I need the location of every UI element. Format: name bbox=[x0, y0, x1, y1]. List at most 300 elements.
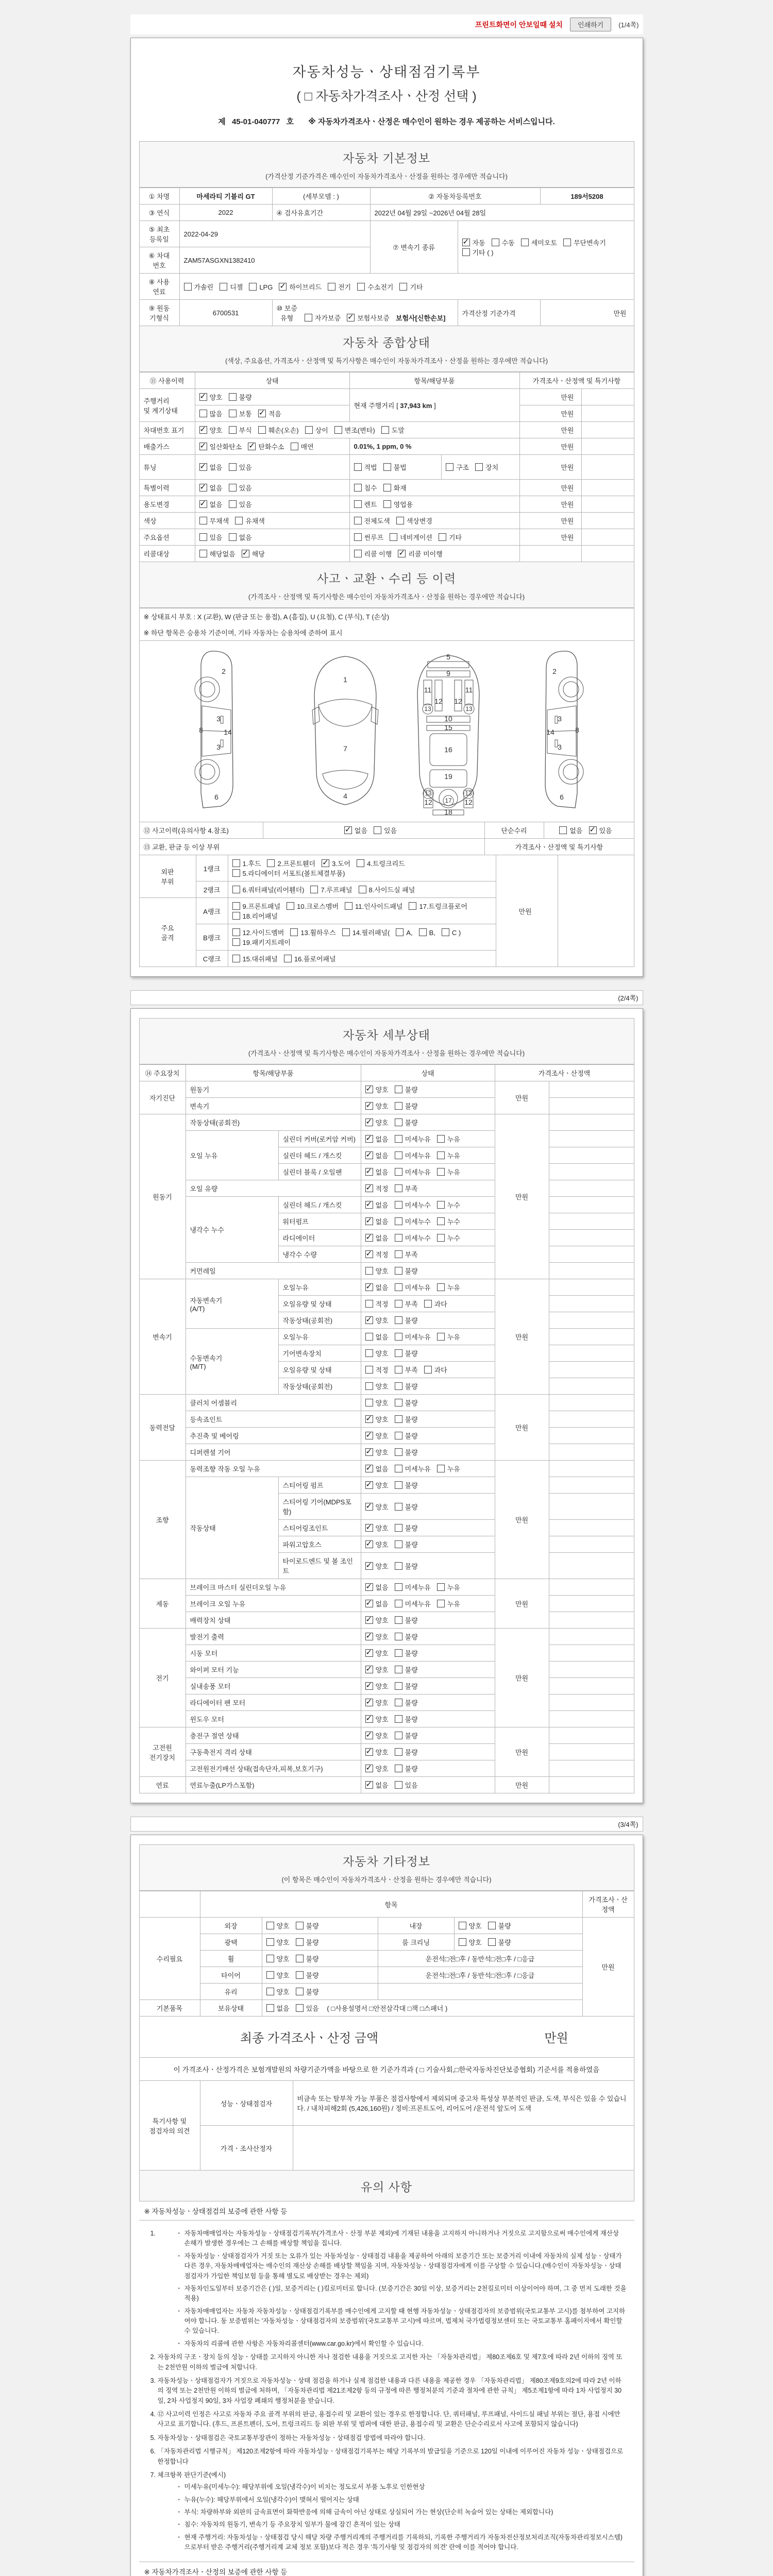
checkbox-option: ✓ 리콜 미이행 bbox=[398, 549, 442, 558]
checkbox-option: 불량 bbox=[395, 1681, 418, 1691]
sub-item-label: 오일유량 및 상태 bbox=[278, 1296, 361, 1312]
checkbox-option: A, bbox=[396, 928, 412, 937]
svg-text:13: 13 bbox=[425, 790, 432, 797]
price-note-cell bbox=[581, 480, 634, 496]
checkbox-icon bbox=[199, 393, 207, 401]
accident-check-table bbox=[139, 822, 634, 855]
checkbox-option: 7.루프패널 bbox=[310, 885, 352, 894]
col-device: ⑭ 주요장치 bbox=[139, 1065, 186, 1081]
price-note-cell bbox=[581, 496, 634, 513]
checkbox-icon bbox=[395, 1382, 402, 1390]
notice-item: 5. 자동차성능ㆍ상태점검은 국토교통부장관이 정하는 자동차성능ㆍ상태점검 방법에 따라야 합니다. bbox=[158, 2433, 627, 2443]
final-price-unit: 만원 bbox=[544, 2031, 568, 2045]
checkbox-icon bbox=[354, 463, 362, 471]
checkbox-option: ✓ 하이브리드 bbox=[279, 282, 322, 292]
col-use-history: ⑪ 사용이력 bbox=[139, 372, 195, 389]
notice-item: 6. 「자동차관리법 시행규칙」 제120조제2항에 따라 자동차성능ㆍ상태점검기록부는 해당 기록부의 발급일을 기준으로 120일 이내에 이루어진 자동차 성능ㆍ상태점검으로 한정합니다 bbox=[158, 2447, 627, 2467]
checkbox-icon bbox=[395, 1432, 402, 1439]
car-name: 마세라티 기블리 GT bbox=[179, 188, 272, 205]
vin-state bbox=[195, 422, 519, 438]
checkbox-icon bbox=[439, 533, 446, 541]
recall-price bbox=[519, 546, 581, 562]
checkbox-icon bbox=[475, 463, 483, 471]
checkbox-icon bbox=[395, 1481, 402, 1489]
price-note bbox=[549, 1477, 634, 1494]
checkbox-option: 불량 bbox=[395, 1502, 418, 1512]
checkbox-option: 있음 bbox=[296, 2003, 319, 2013]
checkbox-icon bbox=[365, 1732, 373, 1739]
price-note bbox=[549, 1760, 634, 1777]
sub-item-label: 실린더 헤드 / 개스킷 bbox=[278, 1147, 361, 1164]
checkbox-option: 불량 bbox=[395, 1480, 418, 1490]
checkbox-option: 불량 bbox=[395, 1539, 418, 1549]
checkbox-icon bbox=[305, 314, 312, 321]
checkbox-icon bbox=[396, 928, 404, 936]
item-label: 배력장치 상태 bbox=[186, 1612, 361, 1629]
checkbox-option: LPG bbox=[249, 283, 273, 291]
checkbox-icon bbox=[296, 1988, 304, 1995]
sub-item-label: 스티어링 펌프 bbox=[278, 1477, 361, 1494]
trans-options bbox=[458, 221, 634, 274]
page-3 bbox=[130, 1835, 643, 2576]
accident-history-block bbox=[139, 608, 634, 967]
checkbox-icon bbox=[437, 1600, 445, 1607]
accident-history-opts bbox=[263, 822, 484, 839]
checkbox-icon bbox=[395, 1666, 402, 1673]
item-state bbox=[361, 1579, 495, 1596]
checkbox-option: 미세누유 bbox=[395, 1464, 431, 1473]
checkbox-option: 수동 bbox=[492, 238, 515, 247]
price-note bbox=[549, 1596, 634, 1612]
checkbox-icon bbox=[395, 1333, 402, 1341]
item-parent-label: 자동변속기 (A/T) bbox=[186, 1279, 278, 1329]
checkbox-option: ✓ 없음 bbox=[199, 499, 223, 509]
checkbox-icon bbox=[229, 533, 237, 541]
item-state bbox=[361, 1629, 495, 1645]
price-note bbox=[549, 1197, 634, 1213]
item-parent-label: 오일 누유 bbox=[186, 1131, 278, 1180]
checkbox-option: 양호 bbox=[266, 1987, 290, 1996]
checkbox-icon bbox=[383, 500, 391, 508]
sub-item-label: 작동상태(공회전) bbox=[278, 1312, 361, 1329]
section-accident-title: 사고ㆍ교환ㆍ수리 등 이력 bbox=[316, 572, 457, 585]
checkbox-icon bbox=[365, 1448, 373, 1456]
price-unit-cell: 만원 bbox=[519, 480, 581, 496]
col-price: 가격조사ㆍ산정액 및 특기사항 bbox=[519, 372, 634, 389]
checkbox-option: ✓ 양호 bbox=[365, 1681, 389, 1691]
checkbox-option: ✓ 없음 bbox=[344, 825, 367, 835]
group-price: 만원 bbox=[495, 1629, 549, 1727]
checkbox-option: ✓양호 bbox=[365, 1502, 389, 1512]
price-note bbox=[549, 1131, 634, 1147]
checkbox-icon bbox=[395, 1503, 402, 1511]
etc-item2-label: 룸 크리닝 bbox=[378, 1934, 454, 1951]
group-price: 만원 bbox=[495, 1114, 549, 1279]
item-label: 와이퍼 모터 기능 bbox=[186, 1662, 361, 1678]
doc-no-prefix: 제 bbox=[218, 117, 226, 126]
checkbox-option: 해당없음 bbox=[199, 549, 236, 558]
row-special-label: 특별이력 bbox=[139, 480, 195, 496]
svg-text:12: 12 bbox=[454, 697, 462, 705]
checkbox-icon bbox=[290, 928, 298, 936]
checkbox-option: 양호 bbox=[365, 1398, 389, 1408]
row-vin-label: 차대번호 표기 bbox=[139, 422, 195, 438]
price-note bbox=[549, 1536, 634, 1553]
page-indicator-2: (2/4쪽) bbox=[130, 990, 643, 1005]
checkbox-icon bbox=[395, 1349, 402, 1357]
checkbox-icon bbox=[248, 443, 256, 450]
section-overall-header bbox=[139, 326, 634, 372]
checkbox-icon bbox=[365, 1366, 373, 1374]
opinion bbox=[139, 2080, 634, 2171]
sub-item-label: 실린더 블록 / 오일팬 bbox=[278, 1164, 361, 1180]
svg-text:11: 11 bbox=[465, 686, 473, 694]
section-basic-title: 자동차 기본정보 bbox=[343, 151, 430, 165]
price-note bbox=[549, 1727, 634, 1744]
checkbox-option: 디젤 bbox=[220, 282, 243, 292]
price-note bbox=[549, 1230, 634, 1246]
corner-cell bbox=[139, 1891, 200, 1918]
price-note bbox=[549, 1520, 634, 1536]
checkbox-option: 불량 bbox=[395, 1117, 418, 1127]
checkbox-icon bbox=[199, 500, 207, 508]
checkbox-option: ✓ 없음 bbox=[365, 1780, 389, 1790]
etc-item2-opts bbox=[454, 1918, 582, 1934]
checkbox-option: 9.프론트패널 bbox=[232, 901, 281, 911]
svg-text:12: 12 bbox=[424, 798, 432, 806]
svg-text:5: 5 bbox=[446, 653, 450, 661]
checkbox-icon bbox=[395, 1583, 402, 1591]
checkbox-option: ✓ 없음 bbox=[365, 1282, 389, 1292]
checkbox-option: 불량 bbox=[395, 1398, 418, 1408]
checkbox-icon bbox=[296, 1938, 304, 1946]
checkbox-icon bbox=[232, 912, 240, 920]
checkbox-option: 기타 ( ) bbox=[462, 247, 494, 257]
checkbox-option: 누수 bbox=[437, 1200, 460, 1210]
checkbox-option: ✓ 탄화수소 bbox=[248, 442, 284, 451]
checkbox-icon bbox=[258, 410, 266, 417]
item-state bbox=[361, 1329, 495, 1345]
sub-item-label: 냉각수 수량 bbox=[278, 1246, 361, 1263]
checkbox-option: ✓ 없음 bbox=[365, 1464, 389, 1473]
overall-status bbox=[139, 372, 634, 562]
item-state bbox=[361, 1345, 495, 1362]
page-1 bbox=[130, 38, 643, 977]
checkbox-icon bbox=[395, 1600, 402, 1607]
checkbox-icon bbox=[395, 1184, 402, 1192]
checkbox-option: 불량 bbox=[395, 1523, 418, 1533]
price-note bbox=[549, 1629, 634, 1645]
checkbox-icon bbox=[199, 550, 207, 557]
checkbox-icon bbox=[279, 283, 287, 291]
checkbox-icon bbox=[395, 1250, 402, 1258]
checkbox-icon bbox=[199, 410, 207, 417]
checkbox-option: 미세누유 bbox=[395, 1332, 431, 1342]
checkbox-option: 16.플로어패널 bbox=[284, 954, 336, 963]
etc-info-table bbox=[139, 1891, 634, 2016]
checkbox-icon bbox=[492, 239, 499, 246]
checkbox-option: 8.사이드실 패널 bbox=[359, 885, 415, 894]
device-group-label: 자기진단 bbox=[139, 1081, 186, 1114]
checkbox-option: 불량 bbox=[296, 1921, 319, 1930]
checkbox-icon bbox=[365, 1748, 373, 1756]
checkbox-option: ✓ 3.도어 bbox=[322, 858, 350, 868]
checkbox-option: ✓ 양호 bbox=[365, 1117, 389, 1127]
checkbox-icon bbox=[395, 1366, 402, 1374]
base-price-label: 가격산정 기준가격 bbox=[458, 300, 540, 326]
svg-text:8: 8 bbox=[199, 726, 203, 734]
checkbox-option: 불량 bbox=[395, 1665, 418, 1674]
device-group-label: 연료 bbox=[139, 1777, 186, 1793]
price-note-cell bbox=[581, 513, 634, 529]
checkbox-option: 색상변경 bbox=[396, 516, 432, 526]
checkbox-option: 불량 bbox=[395, 1747, 418, 1757]
checkbox-option: 썬루프 bbox=[354, 532, 384, 542]
rankB-opts bbox=[228, 924, 496, 951]
doc-number-line bbox=[139, 116, 634, 127]
vehicle-diagram bbox=[155, 644, 618, 817]
doc-no: 45-01-040777 bbox=[231, 117, 280, 126]
checkbox-option: 부족 bbox=[395, 1183, 418, 1193]
item-label: 브레이크 마스터 실린더오일 누유 bbox=[186, 1579, 361, 1596]
checkbox-option: 매연 bbox=[291, 442, 314, 451]
checkbox-option: 불량 bbox=[395, 1381, 418, 1391]
checkbox-icon bbox=[589, 826, 597, 834]
appraiser-opinion bbox=[293, 2126, 634, 2171]
checkbox-option: ✓ 없음 bbox=[365, 1599, 389, 1608]
checkbox-icon bbox=[365, 1102, 373, 1110]
price-note bbox=[549, 1444, 634, 1461]
checkbox-icon bbox=[459, 1938, 466, 1946]
checkbox-icon bbox=[365, 1415, 373, 1423]
checkbox-option: 자가보증 bbox=[305, 313, 341, 323]
checkbox-option: ✓양호 bbox=[365, 1561, 389, 1571]
checkbox-option: 누유 bbox=[437, 1599, 460, 1608]
etc-item-opts bbox=[262, 1934, 378, 1951]
col-etc-item: 항목 bbox=[200, 1891, 582, 1918]
checkbox-icon bbox=[199, 426, 207, 434]
price-note bbox=[549, 1362, 634, 1378]
first-reg: 2022-04-29 bbox=[179, 221, 370, 247]
simple-repair-opts bbox=[544, 822, 634, 839]
svg-text:19: 19 bbox=[444, 772, 452, 781]
basic-items-label: 기본품목 bbox=[139, 2000, 200, 2016]
device-group-label: 전기 bbox=[139, 1629, 186, 1727]
rank-price: 만원 bbox=[496, 855, 558, 967]
group-price: 만원 bbox=[495, 1461, 549, 1579]
svg-text:10: 10 bbox=[444, 715, 452, 723]
checkbox-option: 누유 bbox=[437, 1464, 460, 1473]
checkbox-icon bbox=[390, 533, 397, 541]
checkbox-option: ✓ 양호 bbox=[365, 1539, 389, 1549]
item-state bbox=[361, 1645, 495, 1662]
checkbox-option: ✓ 일산화탄소 bbox=[199, 442, 242, 451]
mileage-state-1 bbox=[195, 389, 349, 405]
item-parent-label: 작동상태 bbox=[186, 1477, 278, 1579]
checkbox-icon bbox=[347, 314, 355, 321]
frame-label: 주요 골격 bbox=[139, 898, 196, 967]
checkbox-option: 기타 bbox=[439, 532, 462, 542]
checkbox-option: 미세누유 bbox=[395, 1599, 431, 1608]
checkbox-icon bbox=[521, 239, 529, 246]
accident-history-label: ⑫ 사고이력(유의사항 4.참조) bbox=[139, 822, 263, 839]
checkbox-icon bbox=[396, 517, 404, 524]
checkbox-icon bbox=[365, 1481, 373, 1489]
etc-item-label: 유리 bbox=[200, 1984, 262, 2000]
checkbox-option: 불량 bbox=[395, 1698, 418, 1707]
item-state bbox=[361, 1147, 495, 1164]
checkbox-icon bbox=[266, 1988, 274, 1995]
engine-value: 6700531 bbox=[179, 300, 272, 326]
item-state bbox=[361, 1411, 495, 1428]
item-state bbox=[361, 1378, 495, 1395]
checkbox-icon bbox=[229, 426, 237, 434]
svg-text:3: 3 bbox=[558, 715, 562, 723]
svg-text:9: 9 bbox=[446, 669, 450, 677]
checkbox-option: 불량 bbox=[296, 1954, 319, 1963]
item-state bbox=[361, 1263, 495, 1279]
rank1-label: 1랭크 bbox=[196, 855, 228, 882]
checkbox-icon bbox=[342, 928, 350, 936]
item-parent-label: 냉각수 누수 bbox=[186, 1197, 278, 1263]
checkbox-option: ✓ 없음 bbox=[365, 1233, 389, 1243]
base-line: ※ 하단 항목은 승용차 기준이며, 기타 자동차는 승용차에 준하여 표시 bbox=[139, 624, 634, 641]
checkbox-option: 양호 bbox=[365, 1266, 389, 1276]
checkbox-option: 없음 bbox=[365, 1332, 389, 1342]
checkbox-option: ✓ 없음 bbox=[199, 462, 223, 472]
page-2 bbox=[130, 1008, 643, 1803]
detail-status bbox=[139, 1064, 634, 1793]
checkbox-icon bbox=[365, 1135, 373, 1143]
svg-text:3: 3 bbox=[558, 743, 562, 751]
checkbox-option: 불량 bbox=[395, 1561, 418, 1571]
checkbox-icon bbox=[365, 1682, 373, 1690]
checkbox-option: 누유 bbox=[437, 1167, 460, 1177]
checkbox-icon bbox=[357, 859, 364, 867]
checkbox-icon bbox=[365, 1184, 373, 1192]
repair-group-label: 수리필요 bbox=[139, 1918, 200, 2000]
vin-value: ZAM57ASGXN1382410 bbox=[179, 247, 370, 274]
col-etc-price: 가격조사ㆍ산 정액 bbox=[582, 1891, 634, 1918]
item-label: 추진축 및 베어링 bbox=[186, 1428, 361, 1444]
price-unit-cell: 만원 bbox=[519, 529, 581, 546]
sub-item-label: 워터펌프 bbox=[278, 1213, 361, 1230]
price-note bbox=[549, 1246, 634, 1263]
checkbox-icon bbox=[365, 1283, 373, 1291]
option-state bbox=[195, 529, 349, 546]
checkbox-option: 불량 bbox=[395, 1714, 418, 1724]
group-price: 만원 bbox=[495, 1777, 549, 1793]
svg-text:12: 12 bbox=[434, 697, 443, 705]
etc-item-opts bbox=[262, 1951, 378, 1967]
price-note bbox=[549, 1081, 634, 1098]
checkbox-icon bbox=[395, 1524, 402, 1532]
checkbox-option: 부식 bbox=[229, 425, 252, 435]
checkbox-option: 있음 bbox=[374, 825, 397, 835]
checkbox-icon bbox=[395, 1448, 402, 1456]
checkbox-icon bbox=[359, 886, 366, 893]
checkbox-icon bbox=[365, 1649, 373, 1657]
item-parent-label: 수동변속기 (M/T) bbox=[186, 1329, 278, 1395]
price-note bbox=[549, 1180, 634, 1197]
checkbox-icon bbox=[383, 484, 391, 492]
accident-table bbox=[139, 608, 634, 822]
checkbox-icon bbox=[229, 500, 237, 508]
checkbox-option: ✓ 양호 bbox=[365, 1615, 389, 1625]
section-detail-title: 자동차 세부상태 bbox=[343, 1028, 430, 1042]
checkbox-icon bbox=[437, 1234, 445, 1242]
checkbox-icon bbox=[220, 283, 227, 291]
checkbox-option: ✓ 적음 bbox=[258, 409, 281, 418]
exchange-label: ⑬ 교환, 판금 등 이상 부위 bbox=[139, 839, 484, 855]
checkbox-icon bbox=[395, 1217, 402, 1225]
checkbox-option: 과다 bbox=[424, 1365, 447, 1375]
checkbox-icon bbox=[310, 886, 318, 893]
item-label: 발전기 출력 bbox=[186, 1629, 361, 1645]
checkbox-option: 11.인사이드패널 bbox=[345, 901, 402, 911]
special-state bbox=[195, 480, 349, 496]
item-state bbox=[361, 1744, 495, 1760]
checkbox-icon bbox=[383, 463, 391, 471]
checkbox-option: 미세누수 bbox=[395, 1200, 431, 1210]
checkbox-icon bbox=[232, 902, 240, 910]
checkbox-icon bbox=[442, 928, 449, 936]
notice-bullet: · 침수: 자동차의 원동기, 변속기 등 주요장치 일부가 물에 잠긴 흔적이 있는 상태 bbox=[178, 2520, 627, 2530]
checkbox-icon bbox=[395, 1732, 402, 1739]
checkbox-icon bbox=[395, 1715, 402, 1723]
row-tuning-label: 튜닝 bbox=[139, 455, 195, 480]
checkbox-option: 4.트렁크리드 bbox=[357, 858, 405, 868]
checkbox-option: ✓ 있음 bbox=[589, 825, 612, 835]
group-price: 만원 bbox=[495, 1395, 549, 1461]
checkbox-icon bbox=[365, 1600, 373, 1607]
checkbox-icon bbox=[365, 1781, 373, 1789]
price-note bbox=[549, 1098, 634, 1114]
checkbox-icon bbox=[437, 1168, 445, 1176]
checkbox-icon bbox=[381, 426, 389, 434]
checkbox-icon bbox=[365, 1217, 373, 1225]
item-state bbox=[361, 1114, 495, 1131]
checkbox-option: 불량 bbox=[395, 1731, 418, 1740]
item-state bbox=[361, 1662, 495, 1678]
checkbox-option: 불량 bbox=[395, 1315, 418, 1325]
checkbox-option: 미세누유 bbox=[395, 1167, 431, 1177]
print-button[interactable]: 인쇄하기 bbox=[570, 18, 611, 31]
checkbox-option: ✓ 없음 bbox=[365, 1167, 389, 1177]
checkbox-option: 장치 bbox=[475, 462, 498, 472]
checkbox-icon bbox=[395, 1300, 402, 1308]
etc-item-opts bbox=[262, 1984, 378, 2000]
svg-text:16: 16 bbox=[444, 745, 452, 754]
group-price: 만원 bbox=[495, 1081, 549, 1114]
col-item: 항목/해당부품 bbox=[186, 1065, 361, 1081]
item-state bbox=[361, 1197, 495, 1213]
checkbox-icon bbox=[287, 902, 294, 910]
price-note bbox=[549, 1279, 634, 1296]
checkbox-option: 양호 bbox=[266, 1954, 290, 1963]
checkbox-option: 14.필러패널( bbox=[342, 927, 390, 937]
doc-title: 자동차성능ㆍ상태점검기록부 bbox=[292, 64, 481, 80]
usage-item bbox=[349, 496, 519, 513]
checkbox-icon bbox=[365, 1267, 373, 1275]
checkbox-option: 상이 bbox=[305, 425, 328, 435]
etc-info bbox=[139, 1891, 634, 2016]
checkbox-icon bbox=[398, 550, 406, 557]
checkbox-option: ✓ 양호 bbox=[365, 1447, 389, 1457]
checkbox-option: 있음 bbox=[395, 1780, 418, 1790]
checkbox-icon bbox=[365, 1333, 373, 1341]
item-state bbox=[361, 1246, 495, 1263]
